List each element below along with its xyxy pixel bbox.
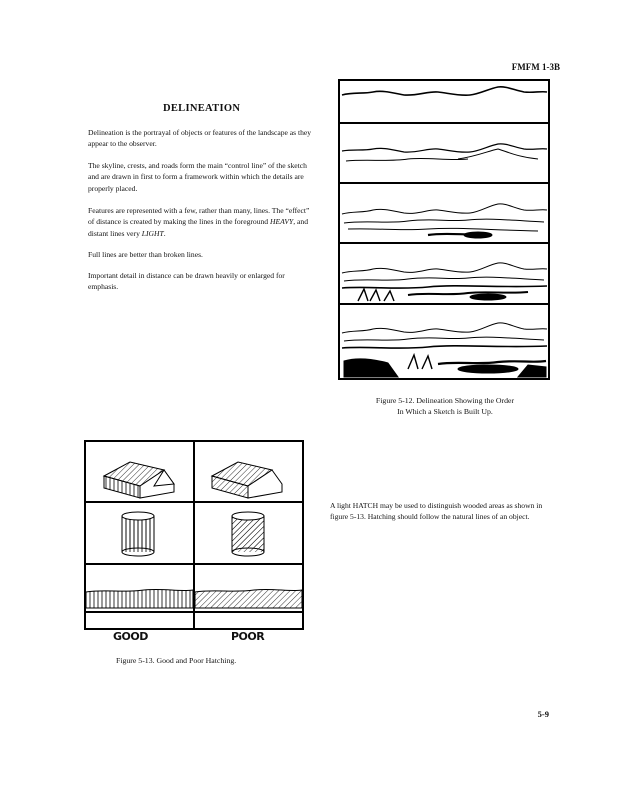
good-label: GOOD: [113, 630, 148, 643]
paragraph-important-detail: Important detail in distance can be drawn heavily or enlarged for emphasis.: [88, 271, 285, 292]
paragraph-features-text-2: , and distant lines very: [88, 217, 308, 238]
figure-5-12-caption-line-1: Figure 5-12. Delineation Showing the Order: [375, 396, 515, 405]
document-code: FMFM 1-3B: [511, 62, 560, 72]
page-number: 5-9: [537, 709, 549, 719]
figure-5-13-caption: Figure 5-13. Good and Poor Hatching.: [116, 656, 237, 665]
figure-5-12-caption: [340, 395, 550, 417]
figure-5-12-delineation-panels: [338, 79, 550, 380]
figure-5-12-caption-line-2: In Which a Sketch is Built Up.: [397, 407, 493, 416]
paragraph-full-lines: Full lines are better than broken lines.: [88, 250, 203, 259]
good-woods-strip: [86, 589, 193, 608]
section-title: DELINEATION: [163, 103, 241, 114]
poor-woods-strip: [195, 589, 302, 608]
heavy-emphasis: HEAVY: [269, 217, 294, 227]
light-emphasis: LIGHT: [141, 228, 164, 238]
paragraph-hatch: A light HATCH may be used to distinguish wooded areas as shown in figure 5-13. Hatching should follow the natural lines of an object.: [330, 501, 543, 522]
poor-label: POOR: [231, 630, 265, 643]
paragraph-features: [88, 205, 312, 239]
paragraph-features-text-3: .: [163, 228, 166, 238]
figure-5-13-hatching-grid: [84, 440, 304, 636]
good-cylinder: [122, 512, 154, 556]
paragraph-control-line: The skyline, crests, and roads form the main “control line” of the sketch and are drawn in first to form a framework within which the details are properly placed.: [88, 161, 307, 193]
paragraph-features-text-1: Features are represented with a few, rather than many, lines. The “effect” of distance is created by making the lines in the foreground: [88, 206, 310, 227]
paragraph-delineation-definition: Delineation is the portrayal of objects or features of the landscape as they appear to the observer.: [88, 128, 312, 149]
poor-cylinder: [232, 512, 264, 556]
